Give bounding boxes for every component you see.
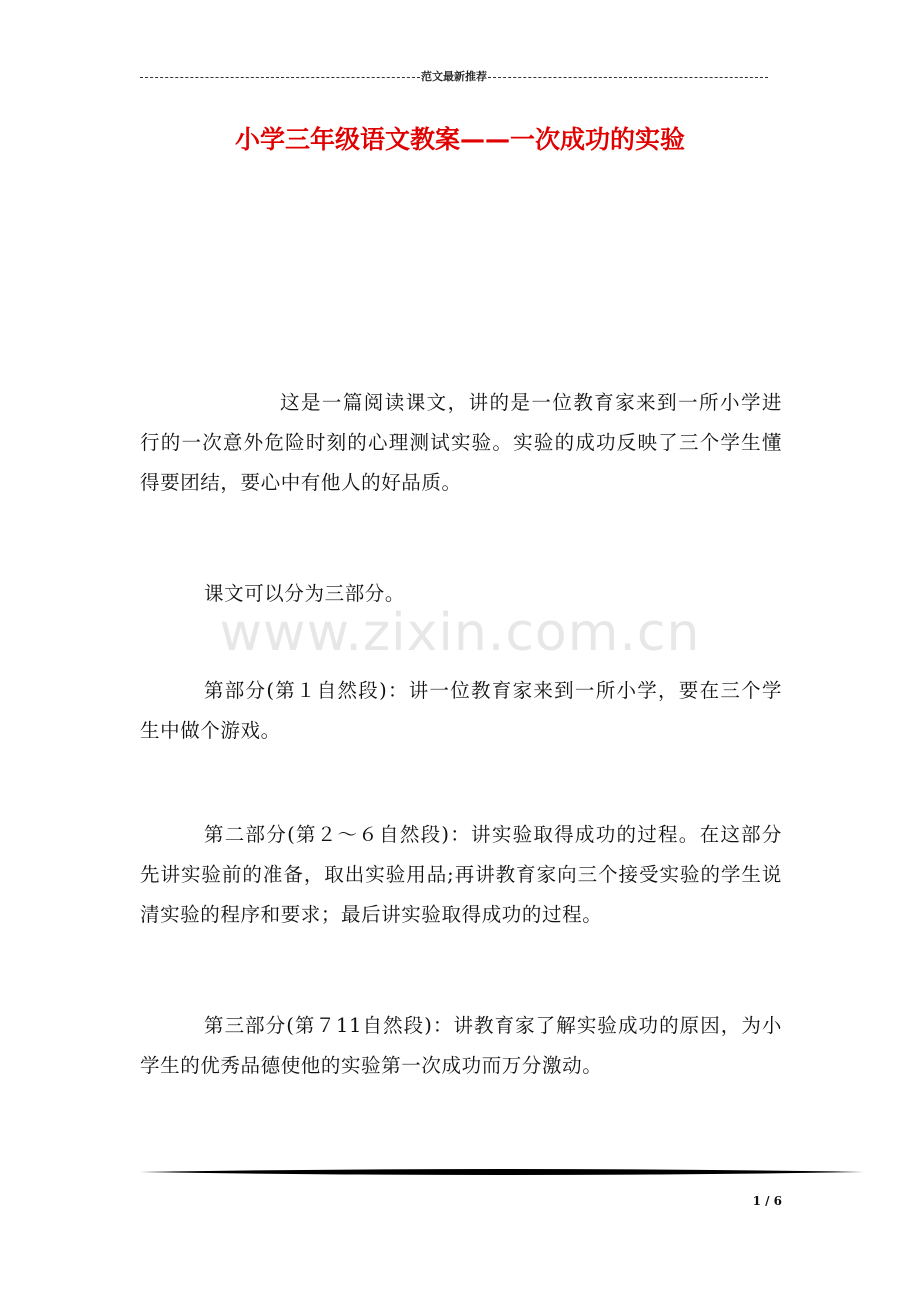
paragraph-structure: 课文可以分为三部分。 [204,582,406,605]
header-left-rule [140,77,420,78]
header-text: 范文最新推荐 [421,70,487,83]
paragraph-intro: 这是一篇阅读课文，讲的是一位教育家来到一所小学进行的一次意外危险时刻的心理测试实验。实验的成功反映了三个学生懂得要团结，要心中有他人的好品质。 [140,391,782,494]
footer-divider [140,1165,864,1179]
paragraph-part-two: 第二部分(第２～６自然段)：讲实验取得成功的过程。在这部分先讲实验前的准备，取出实验用品;再讲教育家向三个接受实验的学生说清实验的程序和要求；最后讲实验取得成功的过程。 [140,823,782,926]
paragraph-part-one: 第部分(第１自然段)：讲一位教育家来到一所小学，要在三个学生中做个游戏。 [140,679,782,742]
header-right-rule [488,77,768,78]
paragraph-part-three: 第三部分(第７11自然段)：讲教育家了解实验成功的原因，为小学生的优秀品德使他的实验第一次成功而万分激动。 [140,1014,782,1077]
page-header [140,70,768,84]
document-title: 小学三年级语文教案——一次成功的实验 [234,125,685,154]
watermark: www.zixin.com.cn [219,603,701,663]
page-number: 1 / 6 [752,1194,782,1208]
